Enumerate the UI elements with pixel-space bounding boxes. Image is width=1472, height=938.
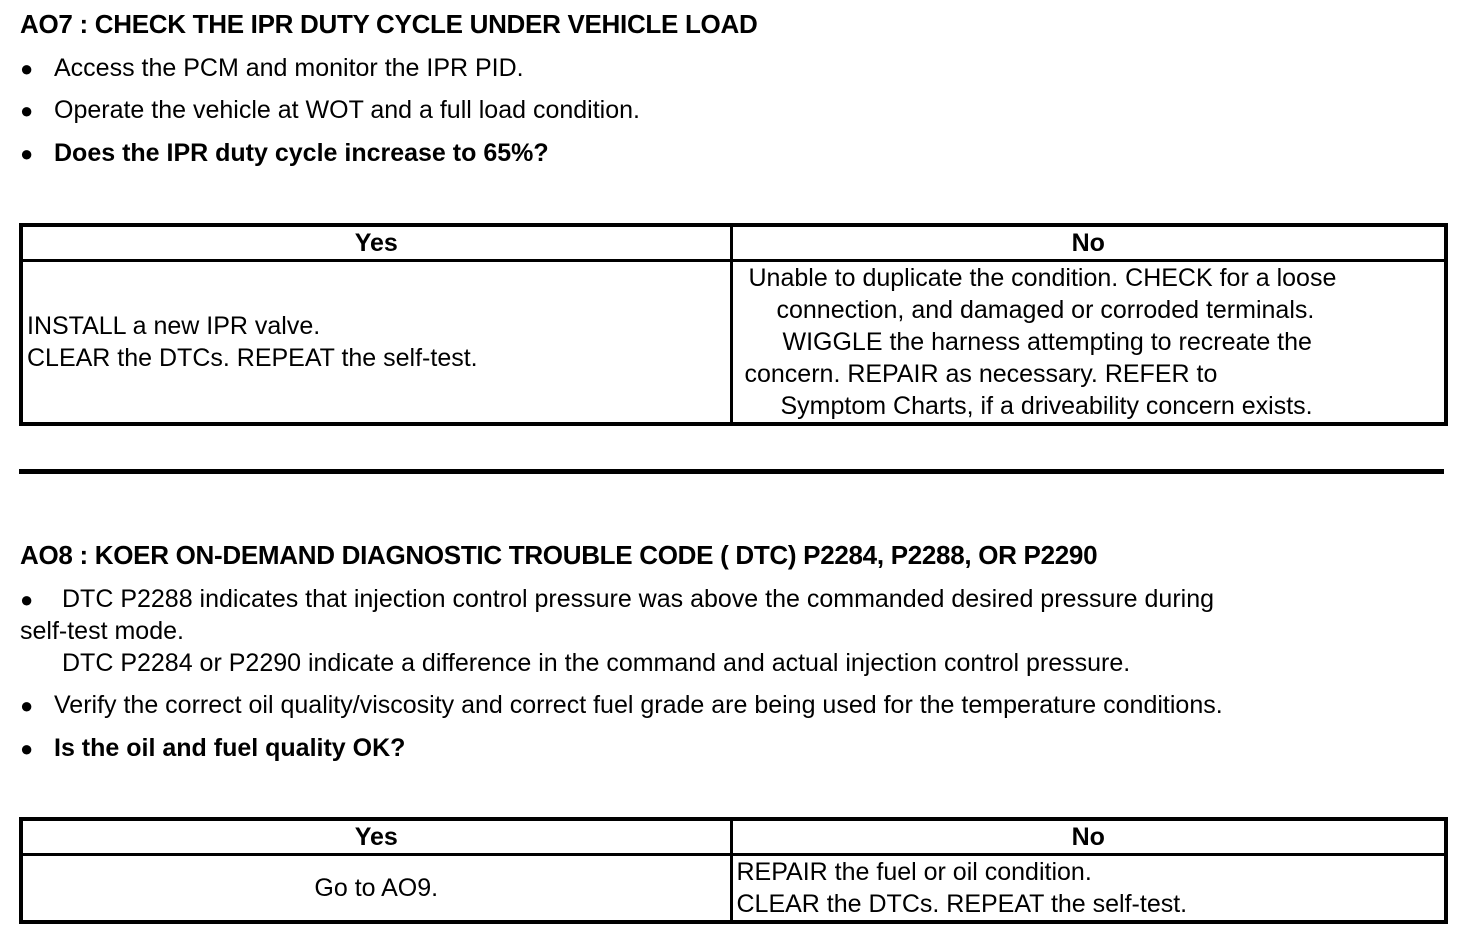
ao7-no-line-1: Unable to duplicate the condition. CHECK for a loose [748, 264, 1337, 292]
ao8-no-header: No [731, 819, 1446, 855]
ao8-bullet-3 [20, 732, 405, 765]
bullet-icon: ● [20, 736, 34, 761]
ao8-decision-table [19, 817, 1448, 924]
bullet-icon: ● [20, 587, 34, 612]
ao7-yes-line-2: CLEAR the DTCs. REPEAT the self-test. [27, 344, 478, 372]
bullet-icon: ● [20, 141, 34, 166]
ao8-bullet-1 [20, 583, 1214, 616]
ao8-bullet-2-text: Verify the correct oil quality/viscosity and correct fuel grade are being used for the temperature conditions. [54, 691, 1223, 719]
ao7-bullet-3 [20, 137, 549, 170]
ao7-bullet-2 [20, 94, 640, 127]
ao8-bullet-1-line-3: DTC P2284 or P2290 indicate a difference in the command and actual injection control pressure. [62, 649, 1131, 677]
ao7-yes-header: Yes [21, 225, 731, 261]
ao7-decision-table [19, 223, 1448, 426]
ao7-bullet-1-text: Access the PCM and monitor the IPR PID. [54, 54, 524, 82]
ao7-yes-line-1: INSTALL a new IPR valve. [27, 312, 321, 340]
ao8-no-cell [731, 855, 1446, 923]
ao7-bullet-2-text: Operate the vehicle at WOT and a full load condition. [54, 96, 640, 124]
ao7-yes-cell [21, 261, 731, 425]
section-divider [19, 469, 1444, 474]
ao7-no-cell [731, 261, 1446, 425]
ao8-no-line-1: REPAIR the fuel or oil condition. [736, 858, 1092, 886]
ao8-yes-header: Yes [21, 819, 731, 855]
ao7-no-header: No [731, 225, 1446, 261]
ao8-bullet-1-line-2: self-test mode. [20, 617, 184, 645]
ao8-yes-cell: Go to AO9. [21, 855, 731, 923]
ao8-question: Is the oil and fuel quality OK? [54, 734, 406, 762]
bullet-icon: ● [20, 56, 34, 81]
ao8-bullet-1-line-1: DTC P2288 indicates that injection control pressure was above the commanded desired pressure during [62, 585, 1215, 613]
ao7-title: AO7 : CHECK THE IPR DUTY CYCLE UNDER VEHICLE LOAD [20, 9, 758, 39]
ao7-no-line-4: concern. REPAIR as necessary. REFER to [744, 360, 1218, 388]
ao7-no-line-5: Symptom Charts, if a driveability concern exists. [780, 392, 1313, 420]
bullet-icon: ● [20, 98, 34, 123]
ao7-no-line-2: connection, and damaged or corroded terminals. [776, 296, 1315, 324]
ao8-title: AO8 : KOER ON-DEMAND DIAGNOSTIC TROUBLE CODE ( DTC) P2284, P2288, OR P2290 [20, 540, 1098, 570]
ao7-question: Does the IPR duty cycle increase to 65%? [54, 139, 549, 167]
ao7-bullet-1 [20, 52, 524, 85]
ao8-no-line-2: CLEAR the DTCs. REPEAT the self-test. [736, 890, 1188, 918]
ao7-no-line-3: WIGGLE the harness attempting to recreate the [782, 328, 1312, 356]
ao8-bullet-2 [20, 689, 1223, 722]
bullet-icon: ● [20, 693, 34, 718]
